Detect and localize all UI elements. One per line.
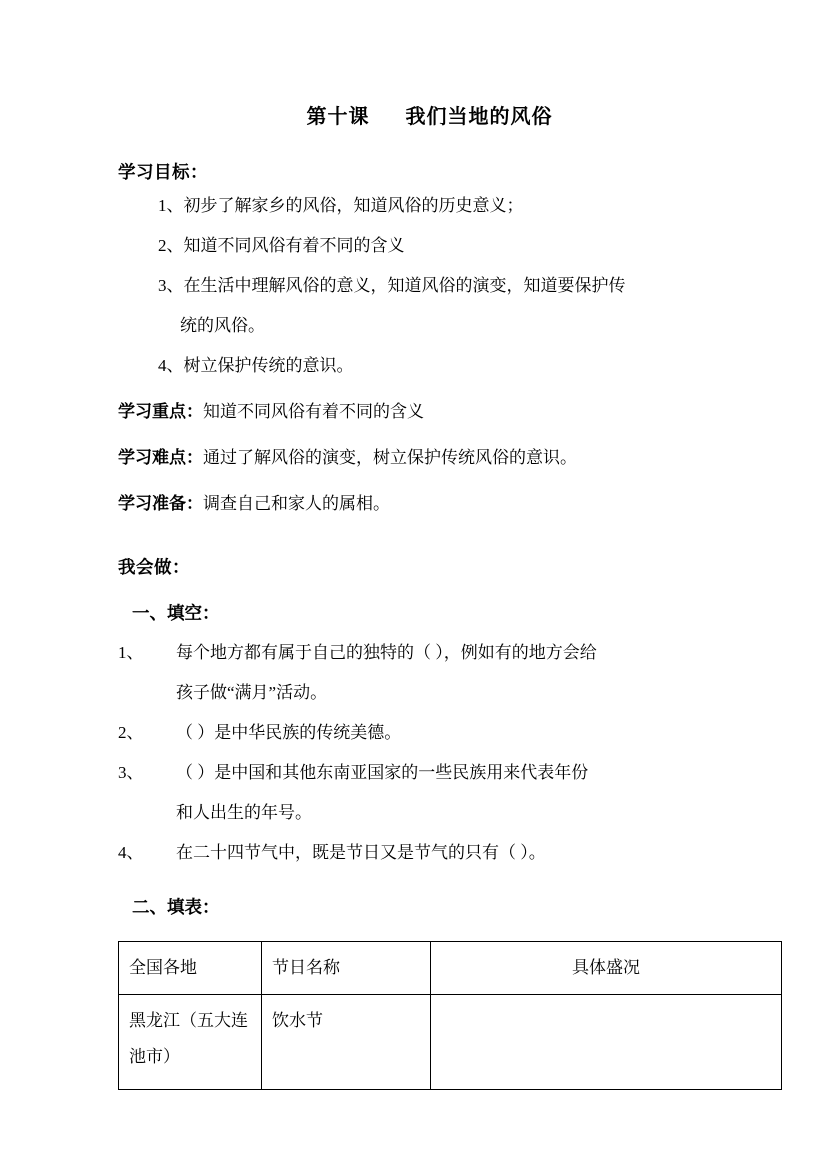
table-header-festival: 节日名称 <box>262 942 431 995</box>
table-header-details: 具体盛况 <box>431 942 782 995</box>
section-one-heading: 一、填空： <box>132 603 220 623</box>
practice-heading: 我会做： <box>118 557 190 577</box>
objective-item: 2、知道不同风俗有着不同的含义 <box>158 236 405 255</box>
key-point-label: 学习重点： <box>118 402 203 421</box>
question-item <box>118 633 731 713</box>
table-cell-festival: 饮水节 <box>262 995 431 1090</box>
question-number: 4、 <box>118 843 144 862</box>
question-line1: （ ）是中华民族的传统美德。 <box>176 723 402 742</box>
table-header-row <box>119 942 782 995</box>
difficulty-text: 通过了解风俗的演变，树立保护传统风俗的意识。 <box>203 448 577 467</box>
page-title <box>118 100 731 129</box>
question-number: 1、 <box>118 643 144 662</box>
objective-item-line1: 3、在生活中理解风俗的意义，知道风俗的演变，知道要保护传 <box>158 276 626 295</box>
objective-item: 4、树立保护传统的意识。 <box>158 356 354 375</box>
question-item <box>118 713 731 753</box>
preparation-line <box>118 484 731 524</box>
preparation-label: 学习准备： <box>118 494 203 513</box>
table-cell-details[interactable] <box>431 995 782 1090</box>
objectives-list <box>118 186 731 386</box>
question-item <box>118 833 731 873</box>
question-line1: 在二十四节气中，既是节日又是节气的只有（ ）。 <box>176 843 546 862</box>
question-line2: 孩子做“满月”活动。 <box>176 683 328 702</box>
question-number: 3、 <box>118 763 144 782</box>
question-item <box>118 753 731 833</box>
difficulty-label: 学习难点： <box>118 448 203 467</box>
table-header-region: 全国各地 <box>119 942 262 995</box>
preparation-text: 调查自己和家人的属相。 <box>203 494 390 513</box>
objective-item <box>118 266 731 346</box>
objectives-heading: 学习目标： <box>118 162 208 182</box>
question-line1: 每个地方都有属于自己的独特的（ ），例如有的地方会给 <box>176 643 597 662</box>
fill-in-blank-list <box>118 633 731 873</box>
difficulty-line <box>118 438 731 478</box>
table-cell-region: 黑龙江（五大连池市） <box>119 995 262 1090</box>
objective-item-line2: 统的风俗。 <box>180 316 265 335</box>
key-point-text: 知道不同风俗有着不同的含义 <box>203 402 424 421</box>
festival-table <box>118 941 782 1090</box>
question-line2: 和人出生的年号。 <box>176 803 312 822</box>
objective-item: 1、初步了解家乡的风俗，知道风俗的历史意义； <box>158 196 524 215</box>
section-two-heading: 二、填表： <box>132 897 220 917</box>
question-line1: （ ）是中国和其他东南亚国家的一些民族用来代表年份 <box>176 763 589 782</box>
table-row <box>119 995 782 1090</box>
title-main-text: 我们当地的风俗 <box>405 106 553 128</box>
question-number: 2、 <box>118 723 144 742</box>
key-point-line <box>118 392 731 432</box>
title-lesson-number: 第十课 <box>306 106 370 128</box>
